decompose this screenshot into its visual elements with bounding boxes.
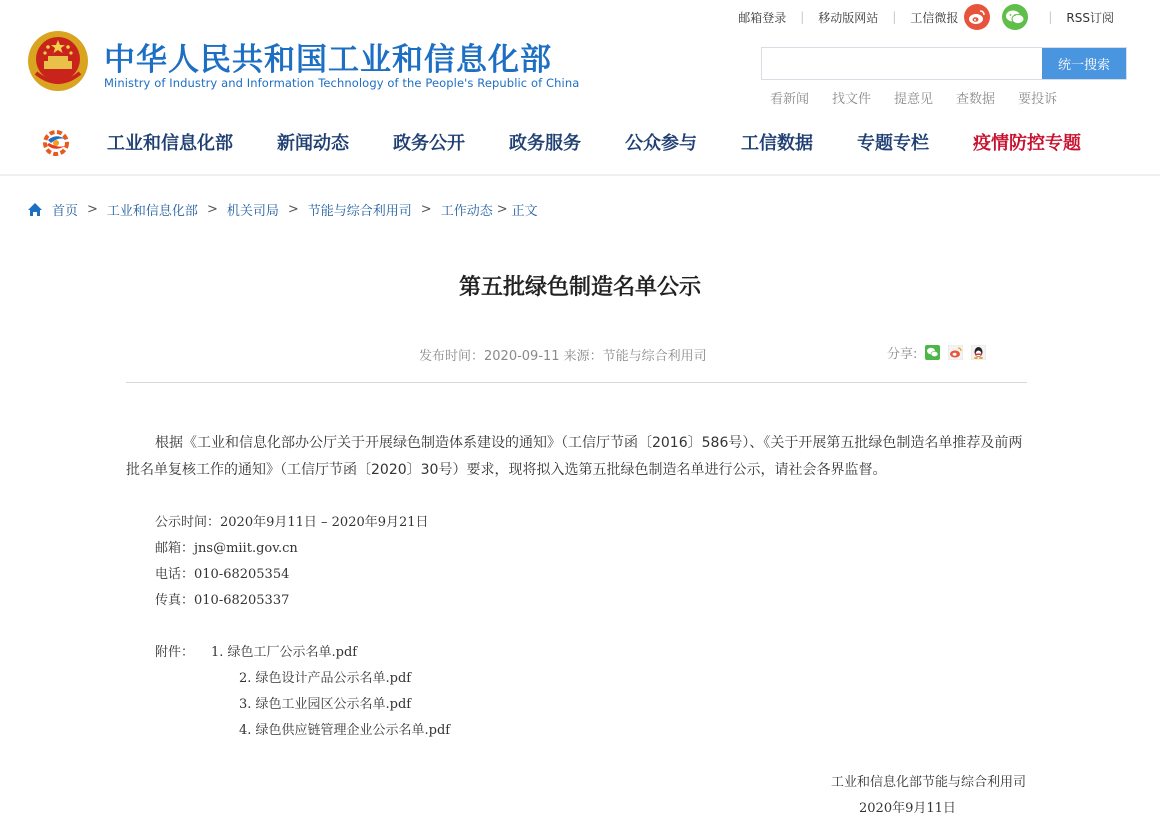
share-bar [887, 343, 986, 362]
breadcrumb-arrow: > [206, 202, 218, 217]
search-box [761, 47, 1127, 80]
breadcrumb-arrow: > [420, 202, 432, 217]
nav-divider [0, 174, 1160, 176]
top-bar [0, 0, 1160, 34]
nav-item-public-participation[interactable]: 公众参与 [625, 133, 697, 154]
separator: | [892, 10, 897, 24]
nav-item-data[interactable]: 工信数据 [741, 133, 813, 154]
quick-link-news[interactable]: 看新闻 [770, 92, 810, 107]
breadcrumb-energy-dept[interactable]: 节能与综合利用司 [307, 204, 412, 219]
share-label: 分享: [887, 347, 918, 362]
weibo-icon[interactable] [964, 4, 990, 30]
nav-item-services[interactable]: 政务服务 [509, 133, 581, 154]
attachments-label: 附件： [155, 645, 195, 660]
home-icon[interactable] [27, 202, 43, 217]
attachment-link-green-park[interactable]: 3. 绿色工业园区公示名单.pdf [239, 697, 412, 712]
nav-item-news[interactable]: 新闻动态 [277, 133, 349, 154]
signature-date: 2020年9月11日 [859, 801, 956, 816]
attachment-link-green-supply-chain[interactable]: 4. 绿色供应链管理企业公示名单.pdf [239, 723, 451, 738]
national-emblem-icon [26, 29, 90, 93]
article-meta: 发布时间：2020-09-11 来源：节能与综合利用司 [419, 349, 707, 364]
breadcrumb-arrow: > [496, 202, 508, 217]
contact-phone: 电话：010-68205354 [155, 567, 290, 582]
quick-link-complaint[interactable]: 要投诉 [1018, 92, 1058, 107]
search-button[interactable]: 统一搜索 [1042, 48, 1126, 79]
share-weibo-icon[interactable] [948, 345, 963, 360]
contact-fax: 传真：010-68205337 [155, 593, 290, 608]
mobile-site-link[interactable]: 移动版网站 [818, 10, 879, 25]
breadcrumb [27, 200, 538, 219]
quick-link-data[interactable]: 查数据 [956, 92, 996, 107]
breadcrumb-work-news[interactable]: 工作动态 [440, 204, 493, 219]
notice-period: 公示时间：2020年9月11日 – 2020年9月21日 [155, 515, 429, 530]
site-title[interactable]: 中华人民共和国工业和信息化部 [104, 42, 552, 78]
mail-login-link[interactable]: 邮箱登录 [738, 10, 787, 25]
article-body-paragraph: 根据《工业和信息化部办公厅关于开展绿色制造体系建设的通知》（工信厅节函〔2016〕586号）、《关于开展第五批绿色制造名单推荐及前两批名单复核工作的通知》（工信厅节函〔2020〕30号）要求，现将拟入选第五批绿色制造名单进行公示，请社会各界监督。 [126, 435, 1023, 478]
quick-links [770, 88, 1080, 107]
signature-org: 工业和信息化部节能与综合利用司 [830, 775, 1026, 790]
share-qq-icon[interactable] [971, 345, 986, 360]
nav-item-government-affairs[interactable]: 政务公开 [393, 133, 465, 154]
breadcrumb-arrow: > [87, 202, 98, 217]
nav-items [107, 116, 1125, 168]
breadcrumb-home[interactable]: 首页 [52, 204, 79, 219]
site-subtitle: Ministry of Industry and Information Technology of the People's Republic of China [104, 76, 580, 90]
breadcrumb-arrow: > [287, 202, 299, 217]
search-input[interactable] [762, 48, 1042, 79]
wechat-icon[interactable] [1002, 4, 1028, 30]
nav-item-epidemic[interactable]: 疫情防控专题 [973, 133, 1081, 154]
breadcrumb-current: 正文 [511, 204, 538, 219]
article-title: 第五批绿色制造名单公示 [458, 275, 701, 300]
quick-link-files[interactable]: 找文件 [832, 92, 872, 107]
top-links [738, 0, 1114, 34]
breadcrumb-ministry[interactable]: 工业和信息化部 [106, 204, 198, 219]
rss-link[interactable]: RSS订阅 [1066, 10, 1114, 25]
share-wechat-icon[interactable] [925, 345, 940, 360]
breadcrumb-departments[interactable]: 机关司局 [226, 204, 279, 219]
attachment-link-green-factory[interactable]: 1. 绿色工厂公示名单.pdf [211, 645, 358, 660]
weibo-link[interactable]: 工信微报 [910, 10, 959, 25]
separator: | [1048, 10, 1053, 24]
nav-item-ministry[interactable]: 工业和信息化部 [107, 133, 233, 154]
separator: | [800, 10, 805, 24]
title-divider [126, 382, 1027, 383]
attachment-link-green-design[interactable]: 2. 绿色设计产品公示名单.pdf [239, 671, 412, 686]
ministry-logo-icon[interactable] [40, 127, 72, 159]
nav-item-topics[interactable]: 专题专栏 [857, 133, 929, 154]
quick-link-feedback[interactable]: 提意见 [894, 92, 934, 107]
contact-email: 邮箱：jns@miit.gov.cn [155, 541, 298, 556]
main-nav [0, 116, 1160, 168]
